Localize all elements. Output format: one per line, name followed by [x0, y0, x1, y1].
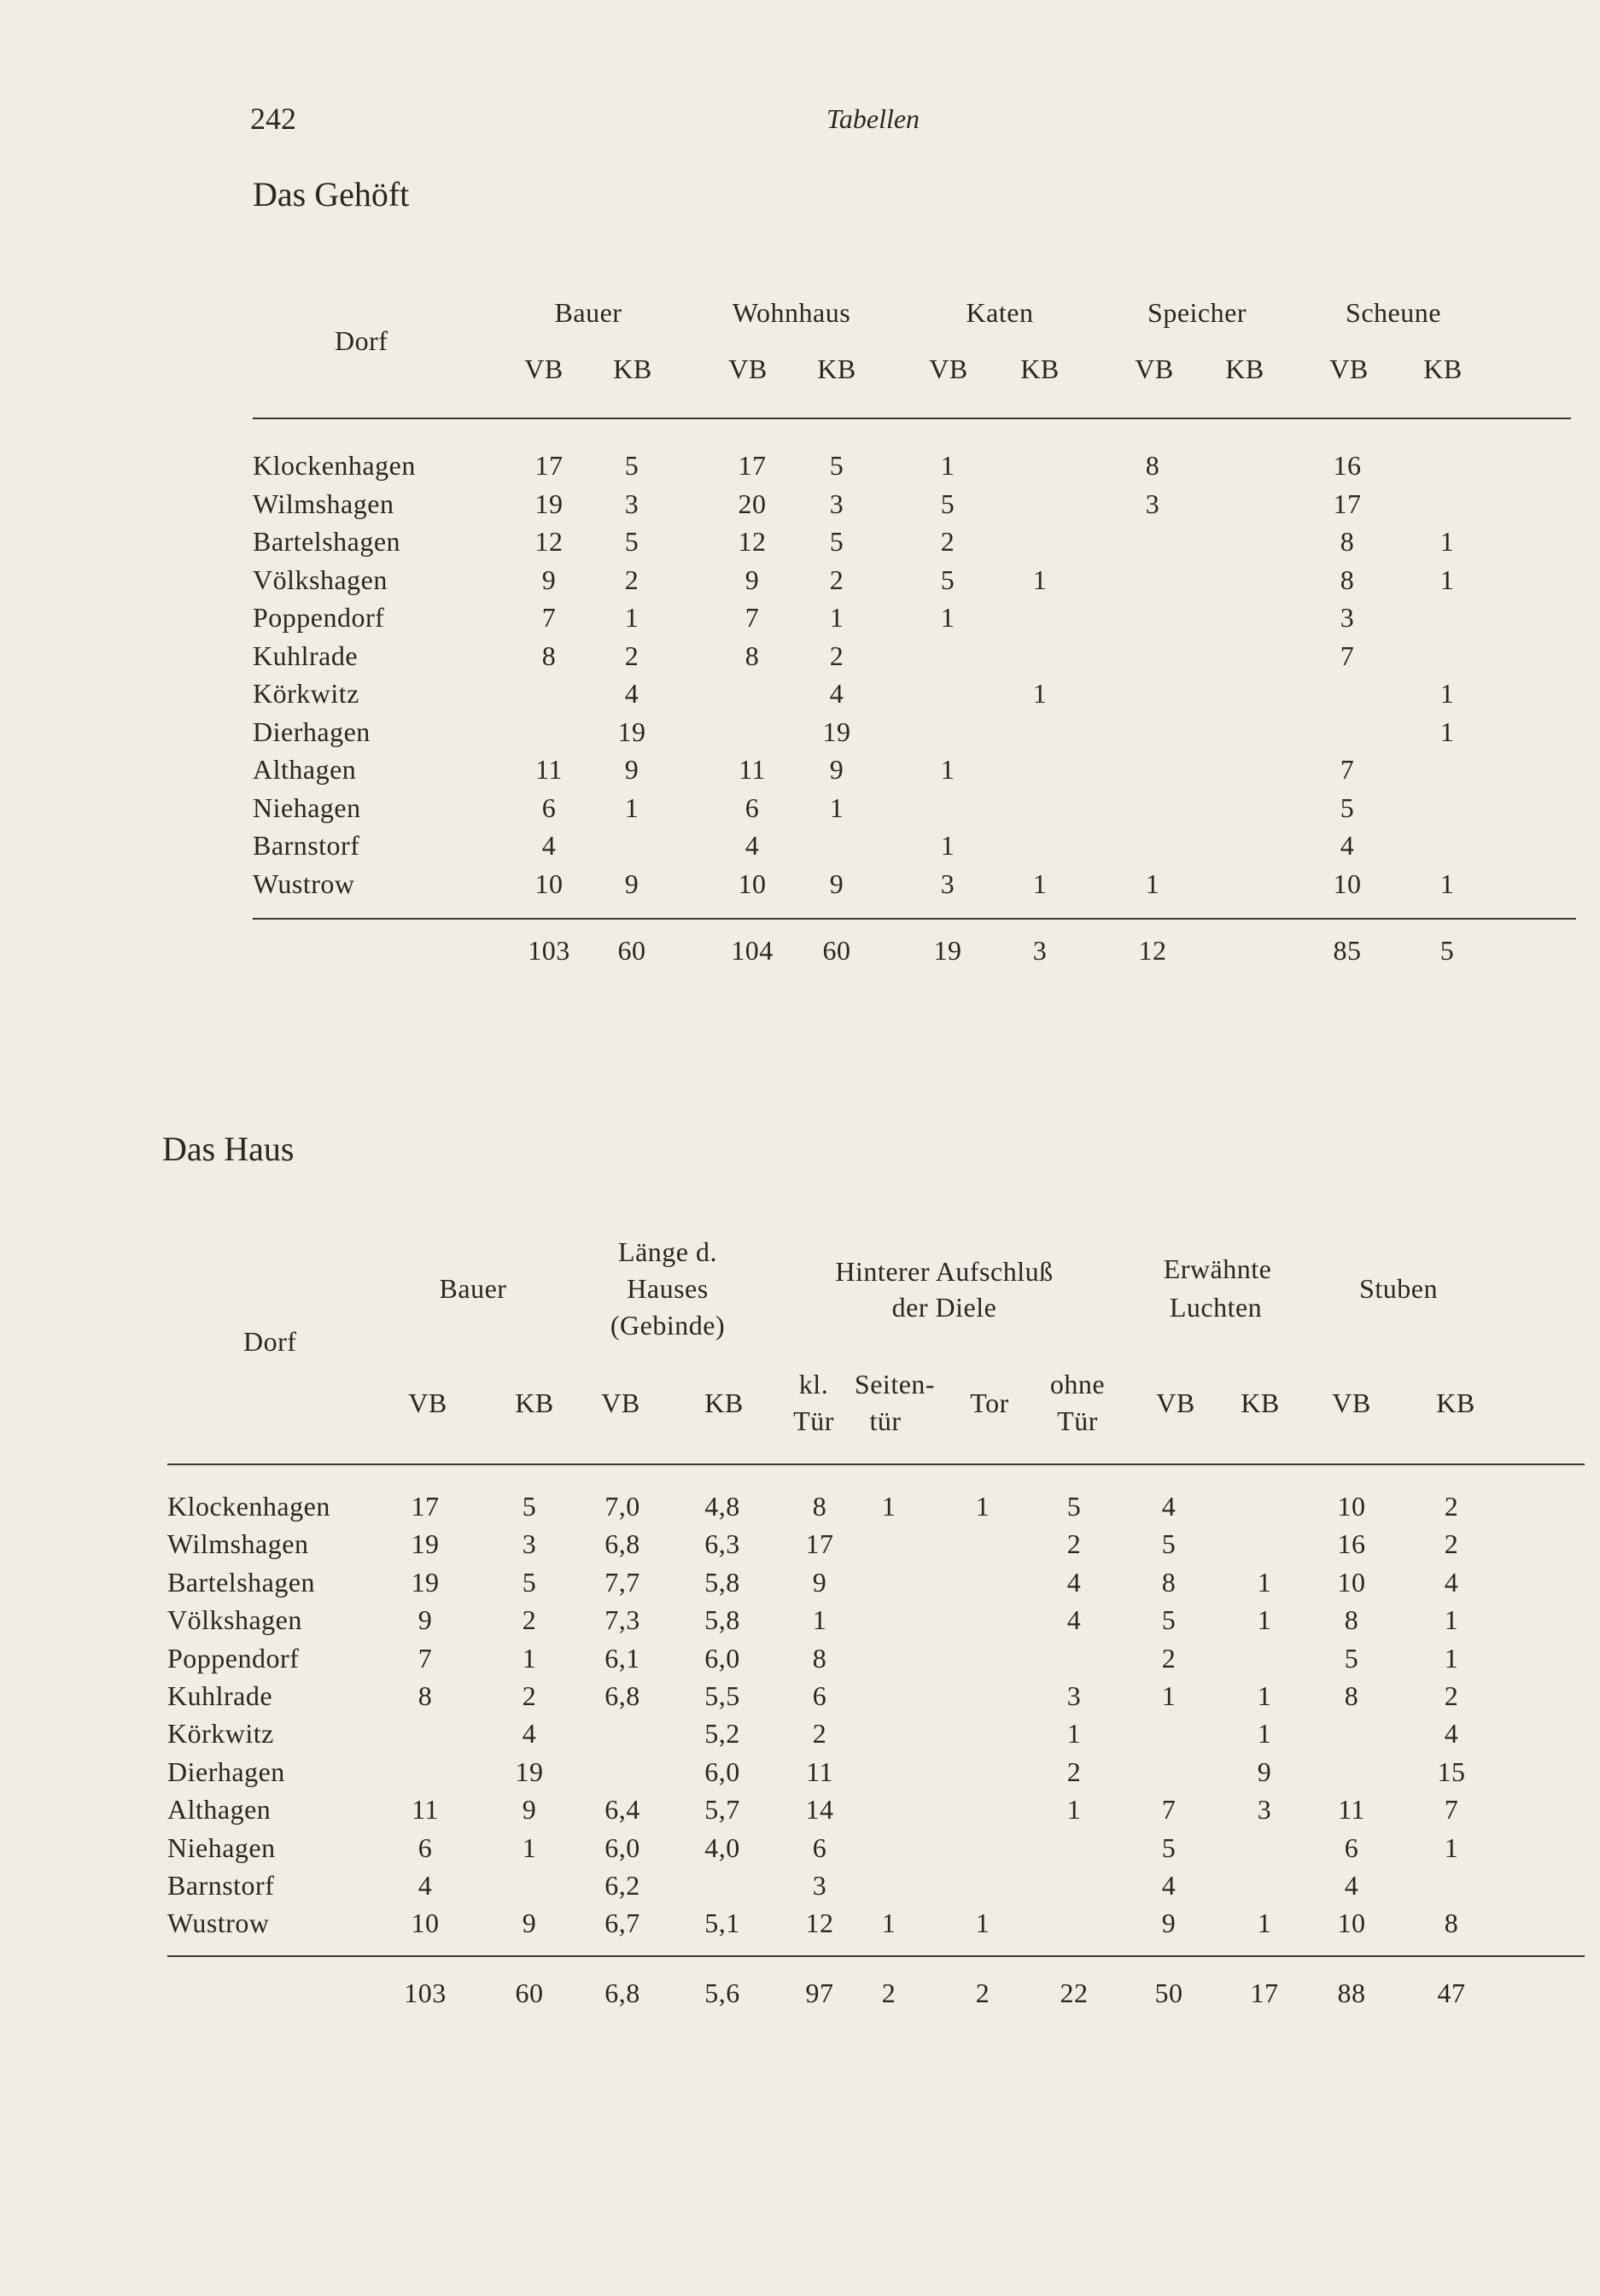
table-cell: 1: [1066, 1794, 1082, 1826]
table-cell: 1: [812, 1604, 827, 1636]
subheader-kb: KB: [704, 1388, 744, 1418]
subheader-tuer: Tür: [793, 1405, 834, 1436]
table-cell: 4: [1344, 1870, 1359, 1901]
table-cell: 5: [1161, 1604, 1177, 1636]
table-cell: 7,7: [604, 1566, 640, 1598]
table-cell: 1: [881, 1491, 896, 1522]
total-cell: 22: [1060, 1978, 1089, 2008]
table-cell: 4: [1066, 1566, 1082, 1598]
column-header-wohnhaus: Wohnhaus: [732, 297, 851, 328]
row-label-dorf: Kuhlrade: [253, 640, 359, 671]
column-header-luchten-1: Erwähnte: [1163, 1253, 1272, 1284]
totals-rule: [253, 918, 1576, 920]
table-cell: 8: [1344, 1680, 1359, 1711]
table-cell: 10: [1333, 868, 1362, 899]
table-cell: 7,0: [604, 1491, 640, 1522]
table-cell: 1: [1439, 716, 1455, 747]
row-label-dorf: Poppendorf: [253, 602, 385, 633]
table-cell: 8: [1161, 1566, 1177, 1598]
table-cell: 2: [940, 526, 955, 557]
table-cell: 6: [418, 1832, 433, 1863]
table-cell: 2: [1444, 1528, 1459, 1560]
table-cell: 4: [1340, 830, 1355, 861]
subheader-kb: KB: [515, 1388, 554, 1418]
table-cell: 8: [1444, 1907, 1459, 1939]
total-cell: 6,8: [604, 1978, 640, 2008]
table-cell: 7,3: [604, 1604, 640, 1636]
table-cell: 6: [541, 792, 557, 823]
table-cell: 19: [534, 488, 564, 519]
table-cell: 7: [1444, 1794, 1459, 1826]
table-cell: 4: [624, 678, 639, 709]
table-cell: 9: [522, 1907, 537, 1939]
table-cell: 9: [1257, 1756, 1272, 1787]
table-cell: 3: [1340, 602, 1355, 633]
table-cell: 4: [1161, 1870, 1177, 1901]
table-cell: 3: [940, 868, 955, 899]
table-cell: 12: [738, 526, 767, 557]
table-cell: 16: [1333, 450, 1362, 481]
table-cell: 1: [940, 754, 955, 785]
running-head: Tabellen: [826, 103, 920, 134]
table-cell: 8: [1340, 564, 1355, 595]
table-cell: 12: [805, 1907, 834, 1939]
table-cell: 2: [1444, 1491, 1459, 1522]
table-cell: 5: [624, 526, 639, 557]
table-cell: 1: [1257, 1604, 1272, 1636]
table-cell: 9: [541, 564, 557, 595]
column-header-bauer: Bauer: [439, 1273, 507, 1304]
row-label-dorf: Poppendorf: [167, 1642, 300, 1674]
table-cell: 5: [829, 526, 844, 557]
subheader-kb: KB: [817, 353, 856, 384]
table-cell: 5: [829, 450, 844, 481]
table-cell: 3: [812, 1870, 827, 1901]
table-cell: 11: [739, 754, 766, 785]
total-cell: 12: [1138, 935, 1167, 966]
total-cell: 50: [1154, 1978, 1183, 2008]
table-cell: 4,8: [704, 1491, 740, 1522]
table-cell: 3: [624, 488, 639, 519]
row-label-dorf: Völkshagen: [253, 564, 388, 595]
column-header-dorf: Dorf: [243, 1326, 297, 1357]
table-cell: 1: [1439, 678, 1455, 709]
table-cell: 1: [522, 1832, 537, 1863]
table-cell: 6,3: [704, 1528, 740, 1560]
subheader-kl: kl.: [798, 1369, 829, 1399]
row-label-dorf: Althagen: [167, 1794, 272, 1826]
table-cell: 4,0: [704, 1832, 740, 1863]
total-cell: 3: [1032, 935, 1048, 966]
total-cell: 5,6: [704, 1978, 740, 2008]
row-label-dorf: Barnstorf: [253, 830, 360, 861]
page-number: 242: [250, 102, 296, 136]
subheader-vb: VB: [408, 1388, 447, 1418]
table-cell: 9: [1161, 1907, 1177, 1939]
table-cell: 15: [1437, 1756, 1466, 1787]
table-cell: 8: [745, 640, 760, 671]
table-cell: 5: [522, 1491, 537, 1522]
table-cell: 11: [806, 1756, 833, 1787]
table-cell: 8: [1344, 1604, 1359, 1636]
table-cell: 5,7: [704, 1794, 740, 1826]
column-header-luchten-2: Luchten: [1169, 1292, 1263, 1323]
table-cell: 3: [829, 488, 844, 519]
header-rule: [253, 418, 1571, 419]
table-cell: 1: [1439, 868, 1455, 899]
table-cell: 4: [1444, 1566, 1459, 1598]
table-cell: 5: [940, 488, 955, 519]
table-cell: 7: [418, 1642, 433, 1674]
total-cell: 2: [881, 1978, 896, 2008]
total-cell: 60: [617, 935, 646, 966]
table-cell: 9: [829, 868, 844, 899]
table-cell: 4: [418, 1870, 433, 1901]
table-cell: 1: [1439, 564, 1455, 595]
table-cell: 11: [535, 754, 563, 785]
table-cell: 5,2: [704, 1718, 740, 1750]
table-cell: 2: [829, 564, 844, 595]
row-label-dorf: Wilmshagen: [253, 488, 394, 519]
row-label-dorf: Bartelshagen: [167, 1566, 316, 1598]
column-header-aufschluss-1: Hinterer Aufschluß: [835, 1256, 1054, 1287]
table-cell: 6: [812, 1680, 827, 1711]
table-cell: 2: [1444, 1680, 1459, 1711]
subheader-vb: VB: [1156, 1388, 1195, 1418]
table-cell: 6,2: [604, 1870, 640, 1901]
table-cell: 4: [1444, 1718, 1459, 1750]
table-cell: 1: [881, 1907, 896, 1939]
table-cell: 9: [624, 868, 639, 899]
subheader-tor: Tor: [970, 1388, 1009, 1418]
table-cell: 16: [1337, 1528, 1366, 1560]
table-cell: 5: [522, 1566, 537, 1598]
table-cell: 20: [738, 488, 767, 519]
total-cell: 2: [975, 1978, 990, 2008]
table-cell: 6,8: [604, 1680, 640, 1711]
row-label-dorf: Kuhlrade: [167, 1680, 273, 1711]
table-cell: 10: [1337, 1491, 1366, 1522]
table-cell: 19: [822, 716, 851, 747]
table-cell: 1: [1444, 1642, 1459, 1674]
total-cell: 47: [1437, 1978, 1466, 2008]
totals-rule: [167, 1955, 1585, 1957]
table-title-gehoeft: Das Gehöft: [253, 175, 410, 213]
subheader-tuer-3: Tür: [1057, 1405, 1098, 1436]
row-label-dorf: Niehagen: [253, 792, 361, 823]
column-header-scheune: Scheune: [1346, 297, 1441, 328]
column-header-laenge-1: Länge d.: [618, 1236, 717, 1267]
table-cell: 2: [1161, 1642, 1177, 1674]
table-cell: 1: [1439, 526, 1455, 557]
table-cell: 1: [829, 792, 844, 823]
total-cell: 60: [515, 1978, 544, 2008]
row-label-dorf: Niehagen: [167, 1832, 276, 1863]
column-header-speicher: Speicher: [1147, 297, 1247, 328]
subheader-vb: VB: [1332, 1388, 1371, 1418]
table-cell: 1: [940, 450, 955, 481]
table-cell: 2: [522, 1604, 537, 1636]
table-cell: 9: [522, 1794, 537, 1826]
table-cell: 5,1: [704, 1907, 740, 1939]
table-cell: 6,0: [704, 1756, 740, 1787]
table-cell: 4: [1066, 1604, 1082, 1636]
table-cell: 6,8: [604, 1528, 640, 1560]
column-header-bauer: Bauer: [554, 297, 622, 328]
table-cell: 5: [1344, 1642, 1359, 1674]
table-cell: 6,7: [604, 1907, 640, 1939]
total-cell: 103: [404, 1978, 447, 2008]
subheader-ohne: ohne: [1049, 1369, 1106, 1399]
table-cell: 7: [541, 602, 557, 633]
table-cell: 19: [515, 1756, 544, 1787]
table-cell: 9: [624, 754, 639, 785]
table-cell: 1: [1066, 1718, 1082, 1750]
table-cell: 3: [1145, 488, 1160, 519]
table-cell: 2: [1066, 1528, 1082, 1560]
table-cell: 2: [522, 1680, 537, 1711]
table-cell: 10: [534, 868, 564, 899]
column-header-aufschluss-2: der Diele: [891, 1292, 997, 1323]
subheader-seiten: Seiten-: [854, 1369, 936, 1399]
table-cell: 4: [745, 830, 760, 861]
table-cell: 19: [411, 1528, 440, 1560]
table-cell: 1: [1444, 1832, 1459, 1863]
table-title-haus: Das Haus: [162, 1130, 295, 1168]
subheader-vb: VB: [1329, 353, 1369, 384]
subheader-kb: KB: [1225, 353, 1264, 384]
table-cell: 2: [1066, 1756, 1082, 1787]
table-cell: 1: [624, 792, 639, 823]
table-cell: 17: [1333, 488, 1362, 519]
table-cell: 8: [812, 1642, 827, 1674]
table-cell: 10: [1337, 1907, 1366, 1939]
table-cell: 3: [522, 1528, 537, 1560]
table-cell: 1: [1032, 678, 1048, 709]
table-cell: 2: [829, 640, 844, 671]
total-cell: 85: [1333, 935, 1362, 966]
table-cell: 9: [745, 564, 760, 595]
table-cell: 1: [975, 1907, 990, 1939]
table-cell: 1: [975, 1491, 990, 1522]
row-label-dorf: Barnstorf: [167, 1870, 275, 1901]
column-header-laenge-3: (Gebinde): [610, 1310, 726, 1341]
table-cell: 3: [1066, 1680, 1082, 1711]
column-header-laenge-2: Hauses: [627, 1273, 709, 1304]
total-cell: 97: [805, 1978, 834, 2008]
table-cell: 14: [805, 1794, 834, 1826]
row-label-dorf: Klockenhagen: [167, 1491, 330, 1522]
table-cell: 8: [812, 1491, 827, 1522]
table-cell: 17: [738, 450, 767, 481]
table-cell: 19: [411, 1566, 440, 1598]
table-cell: 1: [1161, 1680, 1177, 1711]
table-cell: 7: [1340, 754, 1355, 785]
table-cell: 9: [829, 754, 844, 785]
table-cell: 1: [940, 602, 955, 633]
total-cell: 104: [731, 935, 774, 966]
table-cell: 7: [1161, 1794, 1177, 1826]
table-cell: 9: [812, 1566, 827, 1598]
row-label-dorf: Bartelshagen: [253, 526, 401, 557]
subheader-kb: KB: [1241, 1388, 1280, 1418]
table-cell: 8: [1145, 450, 1160, 481]
table-cell: 1: [1032, 868, 1048, 899]
subheader-kb: KB: [1436, 1388, 1475, 1418]
table-cell: 2: [624, 640, 639, 671]
table-cell: 1: [1257, 1566, 1272, 1598]
subheader-kb: KB: [1423, 353, 1463, 384]
subheader-vb: VB: [1135, 353, 1174, 384]
table-cell: 5: [1161, 1528, 1177, 1560]
table-cell: 6,4: [604, 1794, 640, 1826]
table-cell: 11: [1338, 1794, 1365, 1826]
table-cell: 1: [624, 602, 639, 633]
table-cell: 1: [1257, 1718, 1272, 1750]
row-label-dorf: Wilmshagen: [167, 1528, 309, 1560]
table-cell: 5: [1161, 1832, 1177, 1863]
subheader-kb: KB: [613, 353, 652, 384]
table-cell: 1: [829, 602, 844, 633]
table-cell: 6,1: [604, 1642, 640, 1674]
row-label-dorf: Dierhagen: [167, 1756, 285, 1787]
subheader-kb: KB: [1020, 353, 1060, 384]
table-cell: 4: [829, 678, 844, 709]
table-cell: 1: [1257, 1680, 1272, 1711]
table-cell: 5: [1340, 792, 1355, 823]
table-cell: 2: [812, 1718, 827, 1750]
table-cell: 17: [411, 1491, 440, 1522]
table-cell: 3: [1257, 1794, 1272, 1826]
table-cell: 19: [617, 716, 646, 747]
total-cell: 5: [1439, 935, 1455, 966]
row-label-dorf: Körkwitz: [167, 1718, 274, 1750]
total-cell: 60: [822, 935, 851, 966]
table-cell: 5: [1066, 1491, 1082, 1522]
table-cell: 6: [1344, 1832, 1359, 1863]
table-cell: 6: [812, 1832, 827, 1863]
table-cell: 6,0: [704, 1642, 740, 1674]
row-label-dorf: Dierhagen: [253, 716, 371, 747]
row-label-dorf: Wustrow: [253, 868, 355, 899]
table-cell: 1: [522, 1642, 537, 1674]
table-cell: 17: [534, 450, 564, 481]
table-cell: 4: [541, 830, 557, 861]
subheader-vb: VB: [929, 353, 968, 384]
table-cell: 5: [624, 450, 639, 481]
table-cell: 10: [738, 868, 767, 899]
total-cell: 88: [1337, 1978, 1366, 2008]
table-cell: 11: [412, 1794, 439, 1826]
table-cell: 1: [1444, 1604, 1459, 1636]
table-cell: 12: [534, 526, 564, 557]
table-cell: 8: [1340, 526, 1355, 557]
table-cell: 1: [1145, 868, 1160, 899]
table-cell: 17: [805, 1528, 834, 1560]
table-cell: 9: [418, 1604, 433, 1636]
table-cell: 1: [1032, 564, 1048, 595]
header-rule: [167, 1463, 1585, 1465]
table-cell: 8: [418, 1680, 433, 1711]
row-label-dorf: Körkwitz: [253, 678, 359, 709]
table-cell: 6,0: [604, 1832, 640, 1863]
table-cell: 1: [1257, 1907, 1272, 1939]
table-cell: 1: [940, 830, 955, 861]
table-cell: 5,5: [704, 1680, 740, 1711]
table-cell: 10: [411, 1907, 440, 1939]
total-cell: 19: [933, 935, 962, 966]
row-label-dorf: Althagen: [253, 754, 357, 785]
total-cell: 17: [1250, 1978, 1279, 2008]
subheader-vb: VB: [601, 1388, 640, 1418]
table-cell: 4: [522, 1718, 537, 1750]
table-cell: 4: [1161, 1491, 1177, 1522]
table-cell: 7: [745, 602, 760, 633]
table-cell: 2: [624, 564, 639, 595]
subheader-tuer-2: tür: [869, 1405, 902, 1436]
column-header-katen: Katen: [966, 297, 1034, 328]
table-cell: 5,8: [704, 1604, 740, 1636]
subheader-vb: VB: [524, 353, 564, 384]
row-label-dorf: Klockenhagen: [253, 450, 416, 481]
table-cell: 8: [541, 640, 557, 671]
table-cell: 6: [745, 792, 760, 823]
row-label-dorf: Völkshagen: [167, 1604, 302, 1636]
table-cell: 7: [1340, 640, 1355, 671]
column-header-stuben: Stuben: [1359, 1273, 1438, 1304]
table-cell: 5: [940, 564, 955, 595]
subheader-vb: VB: [728, 353, 768, 384]
column-header-dorf: Dorf: [335, 325, 388, 356]
total-cell: 103: [528, 935, 570, 966]
table-cell: 5,8: [704, 1566, 740, 1598]
table-cell: 10: [1337, 1566, 1366, 1598]
row-label-dorf: Wustrow: [167, 1907, 270, 1939]
